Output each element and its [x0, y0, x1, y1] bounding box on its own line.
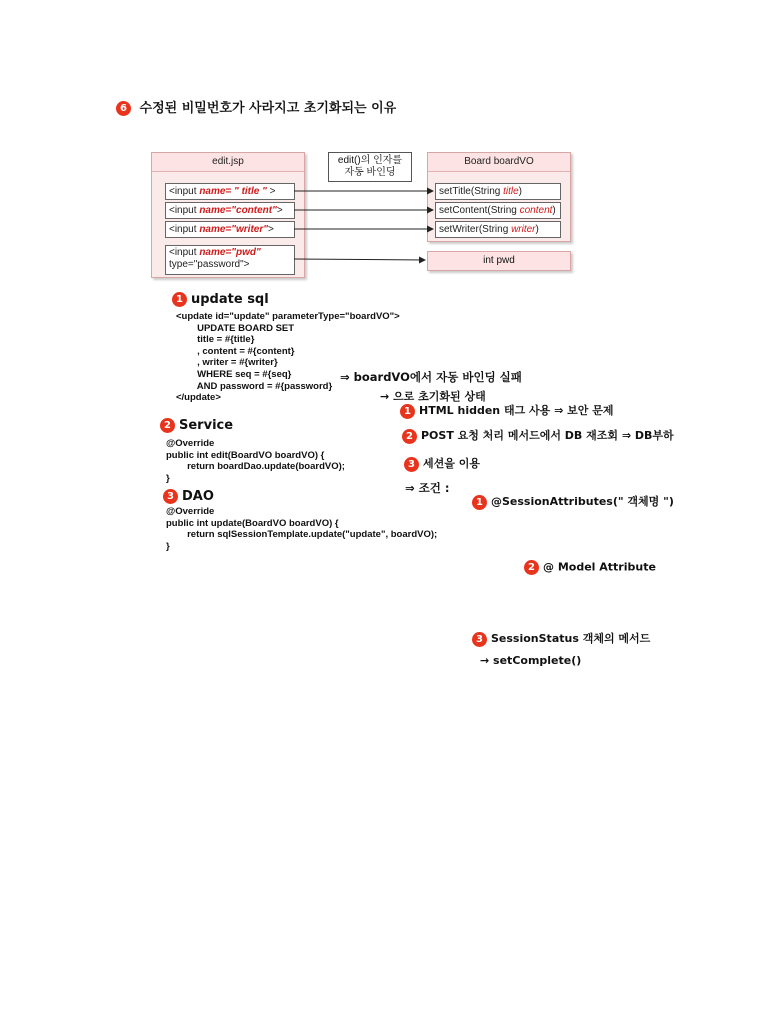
board-vo-title: Board boardVO	[428, 153, 570, 172]
title-input-field: <input name= " title " >	[165, 183, 295, 200]
update-sql-label: 1 update sql	[172, 292, 269, 307]
set-title-setter: setTitle(String title)	[435, 183, 561, 200]
note-item-2: 2 POST 요청 처리 메서드에서 DB 재조회 ⇒ DB부하	[402, 427, 674, 444]
writer-input-field: <input name="writer">	[165, 221, 295, 238]
service-label: 2 Service	[160, 418, 233, 433]
set-writer-setter: setWriter(String writer)	[435, 221, 561, 238]
content-input-field: <input name="content">	[165, 202, 295, 219]
condition-3-method: → setComplete()	[480, 654, 582, 667]
note-condition-label: ⇒ 조건 :	[405, 481, 450, 495]
condition-2: 2 @ Model Attribute	[524, 560, 656, 575]
condition-1: 1 @SessionAttributes(" 객체명 ")	[472, 493, 674, 510]
edit-jsp-title: edit.jsp	[152, 153, 304, 172]
page-heading	[116, 97, 396, 116]
update-sql-code: <update id="update" parameterType="boardVO"> UPDATE BOARD SET title = #{title} , content = #{content} , writer = #{writer} WHERE seq = #{seq} AND password = #{password} </update>	[176, 311, 400, 404]
heading-number-badge: 6	[116, 101, 131, 116]
heading-text: 수정된 비밀번호가 사라지고 초기화되는 이유	[139, 101, 397, 116]
pwd-arrow	[294, 259, 425, 260]
condition-3: 3 SessionStatus 객체의 메서드	[472, 630, 650, 647]
note-item-3: 3 세션을 이용	[404, 455, 480, 472]
note-item-1: 1 HTML hidden 태그 사용 ⇒ 보안 문제	[400, 402, 614, 419]
note-initialized: → 으로 초기화된 상태	[380, 390, 486, 403]
dao-label: 3 DAO	[163, 489, 214, 504]
note-binding-fail: ⇒ boardVO에서 자동 바인딩 실패	[340, 370, 522, 384]
int-pwd-box: int pwd	[427, 251, 571, 271]
binding-note: edit()의 인자를 자동 바인딩	[328, 152, 412, 182]
dao-code: @Override public int update(BoardVO boardVO) { return sqlSessionTemplate.update("update", boardVO); }	[166, 506, 438, 552]
set-content-setter: setContent(String content)	[435, 202, 561, 219]
service-code: @Override public int edit(BoardVO boardVO) { return boardDao.update(boardVO); }	[166, 438, 345, 484]
pwd-input-field: <input name="pwd" type="password">	[165, 245, 295, 275]
